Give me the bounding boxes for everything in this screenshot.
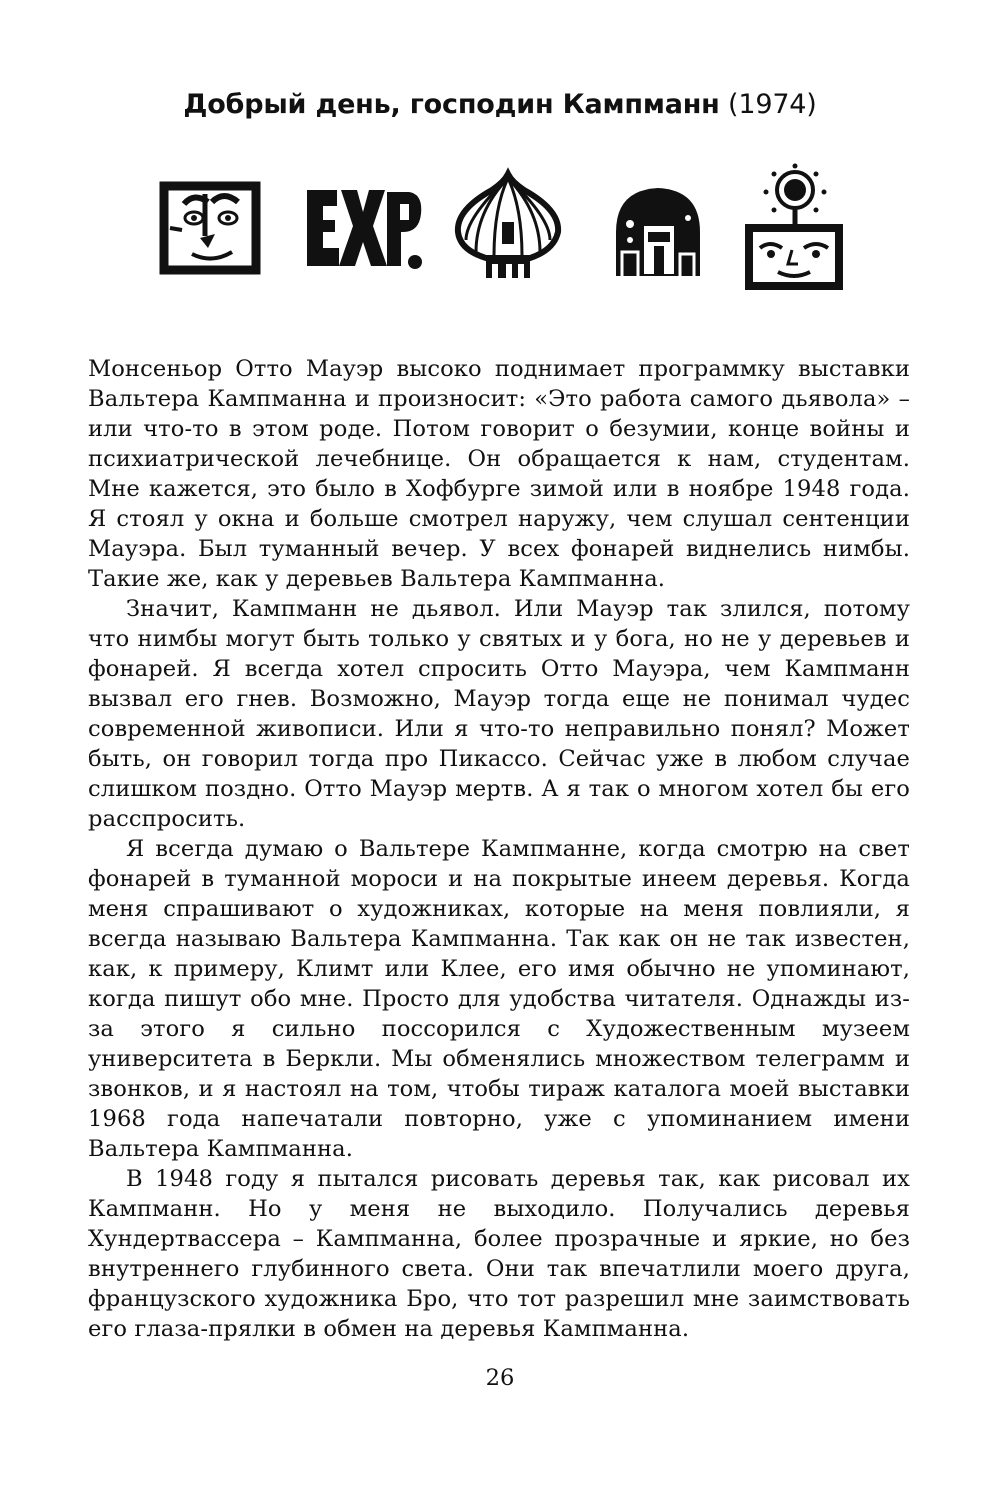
framed-face-icon — [160, 168, 260, 276]
illustration-row — [160, 168, 840, 298]
chapter-year: (1974) — [728, 89, 817, 120]
article-body — [88, 354, 910, 1344]
chapter-title: Добрый день, господин Кампманн — [183, 89, 720, 120]
paragraph-1: Монсеньор Отто Мауэр высоко поднимает программку выставки Вальтера Кампманна и произносит: «Это работа самого дьявола» – или что-то в этом роде. Потом говорит о безумии, конце войны и психиатрической лечебнице. Он обращается к нам, студентам. Мне кажется, это было в Хофбурге зимой или в ноябре 1948 года. Я стоял у окна и больше смотрел наружу, чем слушал сентенции Мауэра. Был туманный вечер. У всех фонарей виднелись нимбы. Такие же, как у деревьев Вальтера Кампманна. — [88, 356, 910, 592]
paragraph-3: Я всегда думаю о Вальтере Кампманне, когда смотрю на свет фонарей в туманной мороси и на покрытые инеем деревья. Когда меня спрашивают о художниках, которые на меня повлияли, я всегда называю Вальтера Кампманна. Так как он не так известен, как, к примеру, Климт или Клее, его имя обычно не упоминают, когда пишут обо мне. Просто для удобства читателя. Однажды из-за этого я сильно поссорился с Художественным музеем университета в Беркли. Мы обменялись множеством телеграмм и звонков, и я настоял на том, чтобы тираж каталога моей выставки 1968 года напечатали повторно, уже с упоминанием имени Вальтера Кампманна. — [88, 836, 910, 1162]
page-title — [0, 85, 1000, 125]
page-number: 26 — [485, 1365, 515, 1391]
paragraph-4: В 1948 году я пытался рисовать деревья так, как рисовал их Кампманн. Но у меня не выходило. Получались деревья Хундертвассера – Кампманна, более прозрачные и яркие, но без внутреннего глубинного света. Они так впечатлили моего друга, французского художника Бро, что тот разрешил мне заимствовать его глаза-прялки в обмен на деревья Кампманна. — [88, 1166, 910, 1342]
onion-dome-icon — [452, 168, 564, 286]
sun-face-icon — [740, 168, 850, 292]
exp-lettering-icon — [305, 168, 425, 276]
paragraph-2: Значит, Кампманн не дьявол. Или Мауэр так злился, потому что нимбы могут быть только у святых и у бога, но не у деревьев и фонарей. Я всегда хотел спросить Отто Мауэра, чем Кампманн вызвал его гнев. Возможно, Мауэр тогда еще не понимал чудес современной живописи. Или я что-то неправильно понял? Может быть, он говорил тогда про Пикассо. Сейчас уже в любом случае слишком поздно. Отто Мауэр мертв. А я так о многом хотел бы его расспросить. — [88, 596, 910, 832]
dome-house-icon — [608, 168, 708, 280]
